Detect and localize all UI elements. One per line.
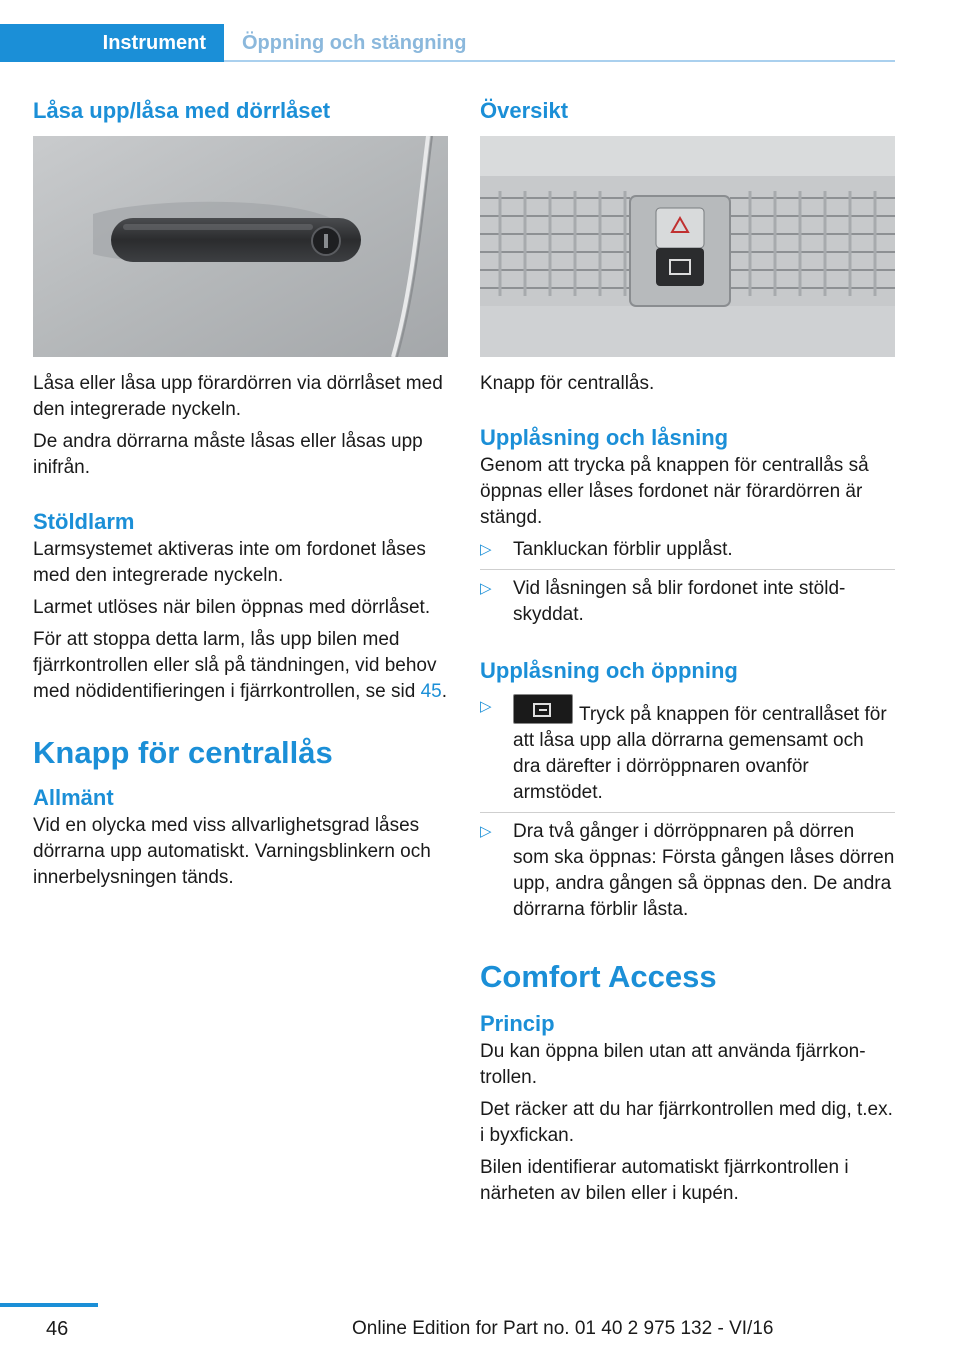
tab-instrument[interactable]: Instrument xyxy=(0,24,224,62)
alarm-para-3 xyxy=(33,627,448,705)
section-title-general: Allmänt xyxy=(33,785,114,810)
triangle-right-icon: ▷ xyxy=(480,698,492,715)
unlock-lock-para: Genom att trycka på knappen för centrallås så öppnas eller låses fordonet när förardörren är stängd. xyxy=(480,455,869,528)
door-lock-para-2: De andra dörrarna måste låsas eller låsas upp inifrån. xyxy=(33,431,423,478)
principle-para-3: Bilen identifierar automatiskt fjärrkontrollen i närheten av bilen eller i kupén. xyxy=(480,1157,849,1204)
section-title-unlock-lock: Upplåsning och låsning xyxy=(480,425,729,450)
chapter-title-comfort-access: Comfort Access xyxy=(480,959,717,994)
page-header xyxy=(0,0,895,62)
central-lock-image xyxy=(480,136,895,357)
principle-para-1: Du kan öppna bilen utan att använda fjärrkontrollen. xyxy=(480,1041,866,1088)
alarm-para-2: Larmet utlöses när bilen öppnas med dörrlåset. xyxy=(33,597,431,618)
header-divider xyxy=(224,60,895,62)
section-title-unlock-open: Upplåsning och öppning xyxy=(480,658,738,683)
section-title-door-lock: Låsa upp/låsa med dörrlåset xyxy=(33,98,331,123)
list-item xyxy=(480,537,895,570)
edition-text: Online Edition for Part no. 01 40 2 975 132 - VI/16 xyxy=(352,1318,774,1339)
triangle-right-icon: ▷ xyxy=(480,580,492,597)
unlock-lock-list xyxy=(480,537,895,634)
list-item xyxy=(480,576,895,634)
unlock-open-list xyxy=(480,694,895,929)
chapter-title-central-lock: Knapp för centrallås xyxy=(33,735,333,770)
page-link-45[interactable]: 45 xyxy=(420,681,442,702)
list-item-text: Tryck på knappen för centrallåset för att låsa upp alla dörrarna gemensamt och dra därefter i dörröppnaren ovanför armstödet. xyxy=(513,704,887,803)
right-column xyxy=(480,96,895,1213)
alarm-para-3-text: För att stoppa detta larm, lås upp bilen med fjärrkontrollen eller slå på tändningen, vid behov med nödidentifieringen i fjärrkontrollen, se sid xyxy=(33,629,437,702)
door-lock-para-1: Låsa eller låsa upp förardörren via dörrlåset med den integrerade nyckeln. xyxy=(33,373,443,420)
list-item xyxy=(480,819,895,929)
figure-caption: Knapp för centrallås. xyxy=(480,373,655,394)
central-lock-figure xyxy=(480,136,895,357)
triangle-right-icon: ▷ xyxy=(480,541,492,558)
central-lock-icon xyxy=(513,694,573,724)
left-column xyxy=(33,96,448,897)
section-title-principle: Princip xyxy=(480,1011,555,1036)
list-item xyxy=(480,694,895,813)
list-item-text: Tankluckan förblir upplåst. xyxy=(513,539,733,560)
footer-rule xyxy=(0,1303,98,1307)
triangle-right-icon: ▷ xyxy=(480,823,492,840)
tab-oppning-stangning[interactable]: Öppning och stängning xyxy=(242,31,467,54)
page-number: 46 xyxy=(46,1318,69,1340)
section-title-overview: Översikt xyxy=(480,98,569,123)
section-title-theft-alarm: Stöldlarm xyxy=(33,509,135,534)
door-handle-figure xyxy=(33,136,448,357)
door-handle-image xyxy=(33,136,448,357)
alarm-para-1: Larmsystemet aktiveras inte om fordonet låses med den integrerade nyckeln. xyxy=(33,539,426,586)
list-item-text: Dra två gånger i dörröppnaren på dörren som ska öppnas: Första gången låses dörren upp, andra gången så öppnas den. De andra dörrarna förblir låsta. xyxy=(513,821,895,920)
alarm-para-3-end: . xyxy=(441,681,448,702)
list-item-text: Vid låsningen så blir fordonet inte stöldskyddat. xyxy=(513,578,846,625)
principle-para-2: Det räcker att du har fjärrkontrollen med dig, t.ex. i byxfickan. xyxy=(480,1099,893,1146)
general-para-1: Vid en olycka med viss allvarlighetsgrad låses dörrarna upp automatiskt. Varningsblinkern och innerbelysningen tänds. xyxy=(33,815,431,888)
